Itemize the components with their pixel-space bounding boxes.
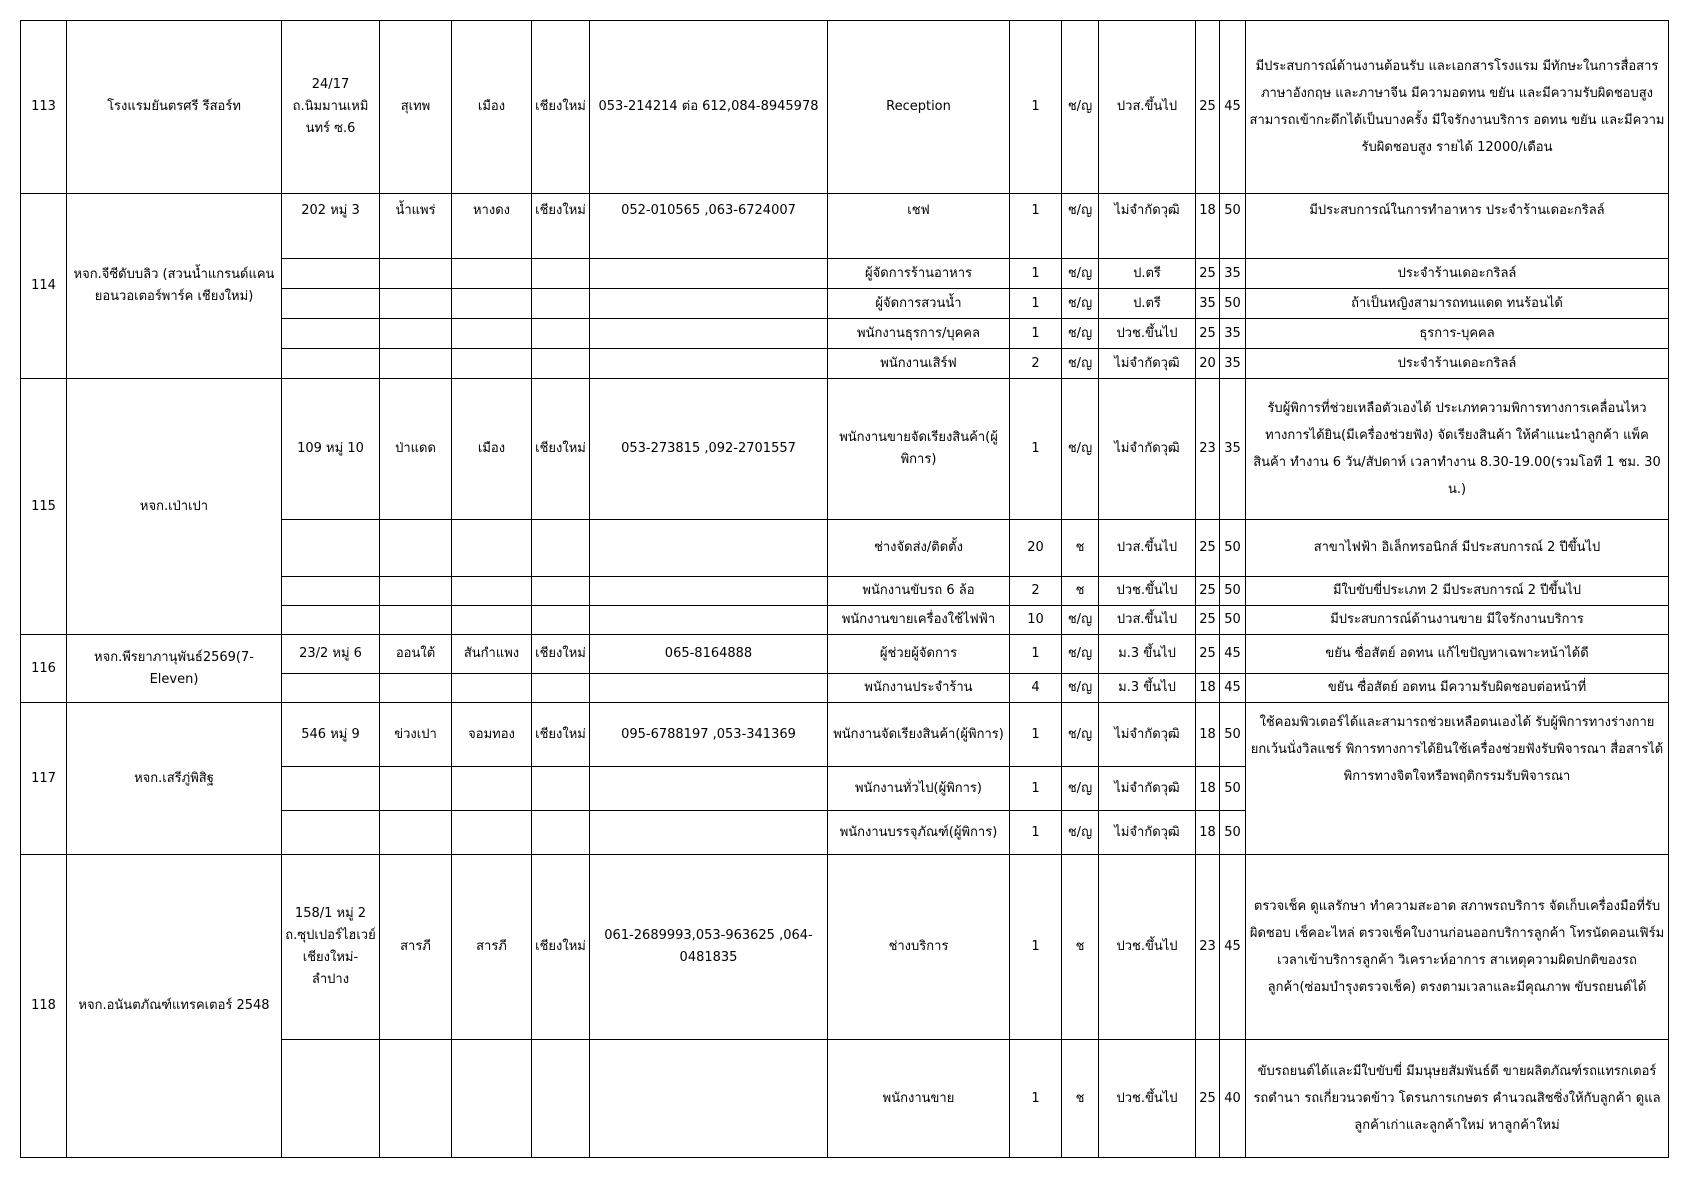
table-row [21,194,1669,259]
position-note: ตรวจเช็ค ดูแลรักษา ทำความสะอาด สภาพรถบริการ จัดเก็บเครื่องมือที่รับผิดชอบ เช็คอะไหล่ ตรวจเช็คใบงานก่อนออกบริการลูกค้า โทรนัดคอนเฟิร์มเวลาเข้าบริการลูกค้า วิเคราะห์อาการ สาเหตุความผิดปกติของรถลูกค้า(ซ่อมบำรุงตรวจเช็ค) ตรงตามเวลาและมีคุณภาพ ขับรถยนต์ได้ [1246,855,1669,1040]
position-min-age: 23 [1196,379,1220,520]
position-count: 1 [1010,379,1062,520]
table-row [21,703,1669,767]
position-sex: ช/ญ [1062,767,1099,811]
position-max-age: 45 [1220,635,1246,674]
position-sex: ช/ญ [1062,811,1099,855]
job-listing-sheet [20,20,1669,1158]
row-number: 115 [21,379,67,635]
position-count: 1 [1010,635,1062,674]
position-count: 1 [1010,1040,1062,1158]
company-name: หจก.อนันตภัณฑ์แทรคเตอร์ 2548 [67,855,282,1158]
position-note: ประจำร้านเดอะกริลล์ [1246,349,1669,379]
position-min-age: 25 [1196,635,1220,674]
position-education: ไม่จำกัดวุฒิ [1099,194,1196,259]
position-max-age: 50 [1220,606,1246,635]
position-education: ไม่จำกัดวุฒิ [1099,379,1196,520]
position-max-age: 50 [1220,703,1246,767]
district: สารภี [452,855,532,1040]
position-education: ม.3 ขึ้นไป [1099,674,1196,703]
position-max-age: 35 [1220,349,1246,379]
phone: 095-6788197 ,053-341369 [590,703,828,767]
position-max-age: 35 [1220,379,1246,520]
position-count: 20 [1010,520,1062,577]
position-education: ปวช.ขึ้นไป [1099,319,1196,349]
position-count: 1 [1010,289,1062,319]
district: หางดง [452,194,532,259]
position-count: 4 [1010,674,1062,703]
phone: 053-214214 ต่อ 612,084-8945978 [590,21,828,194]
subdistrict: น้ำแพร่ [380,194,452,259]
position-education: ไม่จำกัดวุฒิ [1099,349,1196,379]
phone: 053-273815 ,092-2701557 [590,379,828,520]
province: เชียงใหม่ [532,635,590,674]
position-note: มีประสบการณ์ด้านงานต้อนรับ และเอกสารโรงแรม มีทักษะในการสื่อสารภาษาอังกฤษ และภาษาจีน มีความอดทน ขยัน และมีความรับผิดชอบสูง สามารถเข้ากะดึกได้เป็นบางครั้ง มีใจรักงานบริการ อดทน ขยัน และมีความรับผิดชอบสูง รายได้ 12000/เดือน [1246,21,1669,194]
position-title: ผู้จัดการสวนน้ำ [828,289,1010,319]
position-title: พนักงานเสิร์ฟ [828,349,1010,379]
position-sex: ช/ญ [1062,674,1099,703]
company-name: หจก.เป่าเปา [67,379,282,635]
position-min-age: 25 [1196,520,1220,577]
position-sex: ช/ญ [1062,379,1099,520]
subdistrict: ป่าแดด [380,379,452,520]
position-max-age: 35 [1220,319,1246,349]
position-sex: ช [1062,577,1099,606]
position-max-age: 50 [1220,811,1246,855]
position-count: 1 [1010,319,1062,349]
position-count: 1 [1010,855,1062,1040]
position-title: ผู้ช่วยผู้จัดการ [828,635,1010,674]
position-min-age: 20 [1196,349,1220,379]
position-sex: ช/ญ [1062,289,1099,319]
position-min-age: 25 [1196,1040,1220,1158]
position-education: ป.ตรี [1099,289,1196,319]
position-note: ขยัน ซื่อสัตย์ อดทน มีความรับผิดชอบต่อหน้าที่ [1246,674,1669,703]
position-sex: ช [1062,855,1099,1040]
position-count: 1 [1010,767,1062,811]
position-note: ใช้คอมพิวเตอร์ได้และสามารถช่วยเหลือตนเองได้ รับผู้พิการทางร่างกาย ยกเว้นนั่งวิลแชร์ พิการทางการได้ยินใช้เครื่องช่วยฟังรับพิจารณา สื่อสารได้ พิการทางจิตใจหรือพฤติกรรมรับพิจารณา [1246,703,1669,855]
company-name: หจก.พีรยาภานุพันธ์2569(7-Eleven) [67,635,282,703]
position-max-age: 50 [1220,520,1246,577]
phone: 061-2689993,053-963625 ,064-0481835 [590,855,828,1040]
district: เมือง [452,21,532,194]
position-sex: ช [1062,1040,1099,1158]
row-number: 117 [21,703,67,855]
position-note: ถ้าเป็นหญิงสามารถทนแดด ทนร้อนได้ [1246,289,1669,319]
position-note: มีประสบการณ์ในการทำอาหาร ประจำร้านเดอะกริลล์ [1246,194,1669,259]
position-education: ไม่จำกัดวุฒิ [1099,767,1196,811]
phone: 052-010565 ,063-6724007 [590,194,828,259]
position-max-age: 35 [1220,259,1246,289]
address: 158/1 หมู่ 2 ถ.ซุปเปอร์ไฮเวย์เชียงใหม่-ลำปาง [282,855,380,1040]
company-name: โรงแรมยันตรศรี รีสอร์ท [67,21,282,194]
position-note: ธุรการ-บุคคล [1246,319,1669,349]
subdistrict: ออนใต้ [380,635,452,674]
position-min-age: 23 [1196,855,1220,1040]
position-education: ปวช.ขึ้นไป [1099,855,1196,1040]
position-education: ป.ตรี [1099,259,1196,289]
position-note: สาขาไฟฟ้า อิเล็กทรอนิกส์ มีประสบการณ์ 2 ปีขึ้นไป [1246,520,1669,577]
province: เชียงใหม่ [532,703,590,767]
position-sex: ช/ญ [1062,635,1099,674]
position-note: ประจำร้านเดอะกริลล์ [1246,259,1669,289]
phone: 065-8164888 [590,635,828,674]
position-max-age: 50 [1220,194,1246,259]
position-title: พนักงานจัดเรียงสินค้า(ผู้พิการ) [828,703,1010,767]
position-sex: ช/ญ [1062,703,1099,767]
position-count: 1 [1010,703,1062,767]
position-min-age: 25 [1196,319,1220,349]
position-title: พนักงานขับรถ 6 ล้อ [828,577,1010,606]
position-title: พนักงานบรรจุภัณฑ์(ผู้พิการ) [828,811,1010,855]
position-count: 1 [1010,259,1062,289]
position-sex: ช/ญ [1062,319,1099,349]
address: 24/17 ถ.นิมมานเหมินทร์ ซ.6 [282,21,380,194]
position-min-age: 18 [1196,674,1220,703]
position-max-age: 45 [1220,21,1246,194]
subdistrict: สารภี [380,855,452,1040]
job-vacancy-table [20,20,1669,1158]
position-count: 1 [1010,21,1062,194]
table-row [21,21,1669,194]
position-note: รับผู้พิการที่ช่วยเหลือตัวเองได้ ประเภทความพิการทางการเคลื่อนไหว ทางการได้ยิน(มีเครื่องช่วยฟัง) จัดเรียงสินค้า ให้คำแนะนำลูกค้า แพ็คสินค้า ทำงาน 6 วัน/สัปดาห์ เวลาทำงาน 8.30-19.00(รวมโอที 1 ชม. 30 น.) [1246,379,1669,520]
position-max-age: 50 [1220,289,1246,319]
position-education: ปวช.ขึ้นไป [1099,1040,1196,1158]
position-sex: ช/ญ [1062,606,1099,635]
position-title: พนักงานขาย [828,1040,1010,1158]
row-number: 113 [21,21,67,194]
position-min-age: 25 [1196,21,1220,194]
company-name: หจก.เสรีภู่พิสิฐ [67,703,282,855]
position-sex: ช/ญ [1062,259,1099,289]
table-row [21,379,1669,520]
row-number: 114 [21,194,67,379]
position-title: พนักงานธุรการ/บุคคล [828,319,1010,349]
position-title: ช่างบริการ [828,855,1010,1040]
position-max-age: 50 [1220,577,1246,606]
province: เชียงใหม่ [532,21,590,194]
position-min-age: 35 [1196,289,1220,319]
position-max-age: 50 [1220,767,1246,811]
position-min-age: 18 [1196,811,1220,855]
district: จอมทอง [452,703,532,767]
position-sex: ช/ญ [1062,21,1099,194]
position-sex: ช [1062,520,1099,577]
position-education: ปวส.ขึ้นไป [1099,606,1196,635]
table-row [21,855,1669,1040]
province: เชียงใหม่ [532,194,590,259]
position-title: ช่างจัดส่ง/ติดตั้ง [828,520,1010,577]
position-max-age: 40 [1220,1040,1246,1158]
position-min-age: 18 [1196,767,1220,811]
position-title: Reception [828,21,1010,194]
address: 202 หมู่ 3 [282,194,380,259]
position-education: ปวช.ขึ้นไป [1099,577,1196,606]
position-education: ไม่จำกัดวุฒิ [1099,703,1196,767]
position-sex: ช/ญ [1062,194,1099,259]
position-education: ไม่จำกัดวุฒิ [1099,811,1196,855]
province: เชียงใหม่ [532,855,590,1040]
position-title: พนักงานขายเครื่องใช้ไฟฟ้า [828,606,1010,635]
subdistrict: สุเทพ [380,21,452,194]
position-max-age: 45 [1220,855,1246,1040]
position-min-age: 18 [1196,194,1220,259]
company-name: หจก.จีซีดับบลิว (สวนน้ำแกรนด์แคนยอนวอเตอร์พาร์ค เชียงใหม่) [67,194,282,379]
position-count: 10 [1010,606,1062,635]
position-title: เชฟ [828,194,1010,259]
position-note: ขยัน ซื่อสัตย์ อดทน แก้ไขปัญหาเฉพาะหน้าได้ดี [1246,635,1669,674]
position-count: 1 [1010,194,1062,259]
position-title: ผู้จัดการร้านอาหาร [828,259,1010,289]
position-note: มีใบขับขี่ประเภท 2 มีประสบการณ์ 2 ปีขึ้นไป [1246,577,1669,606]
position-note: ขับรถยนต์ได้และมีใบขับขี่ มีมนุษยสัมพันธ์ดี ขายผลิตภัณฑ์รถแทรกเตอร์ รถดำนา รถเกี่ยวนวดข้าว โดรนการเกษตร คำนวณสิชซิ่งให้กับลูกค้า ดูแลลูกค้าเก่าและลูกค้าใหม่ หาลูกค้าใหม่ [1246,1040,1669,1158]
row-number: 118 [21,855,67,1158]
district: สันกำแพง [452,635,532,674]
position-title: พนักงานทั่วไป(ผู้พิการ) [828,767,1010,811]
row-number: 116 [21,635,67,703]
position-min-age: 25 [1196,259,1220,289]
position-count: 1 [1010,811,1062,855]
position-education: ปวส.ขึ้นไป [1099,520,1196,577]
table-row [21,635,1669,674]
province: เชียงใหม่ [532,379,590,520]
address: 109 หมู่ 10 [282,379,380,520]
address: 23/2 หมู่ 6 [282,635,380,674]
position-title: พนักงานขายจัดเรียงสินค้า(ผู้พิการ) [828,379,1010,520]
subdistrict: ข่วงเปา [380,703,452,767]
district: เมือง [452,379,532,520]
position-education: ม.3 ขึ้นไป [1099,635,1196,674]
position-count: 2 [1010,577,1062,606]
position-min-age: 18 [1196,703,1220,767]
position-note: มีประสบการณ์ด้านงานขาย มีใจรักงานบริการ [1246,606,1669,635]
position-education: ปวส.ขึ้นไป [1099,21,1196,194]
position-min-age: 25 [1196,577,1220,606]
position-max-age: 45 [1220,674,1246,703]
position-sex: ช/ญ [1062,349,1099,379]
position-count: 2 [1010,349,1062,379]
address: 546 หมู่ 9 [282,703,380,767]
position-title: พนักงานประจำร้าน [828,674,1010,703]
position-min-age: 25 [1196,606,1220,635]
